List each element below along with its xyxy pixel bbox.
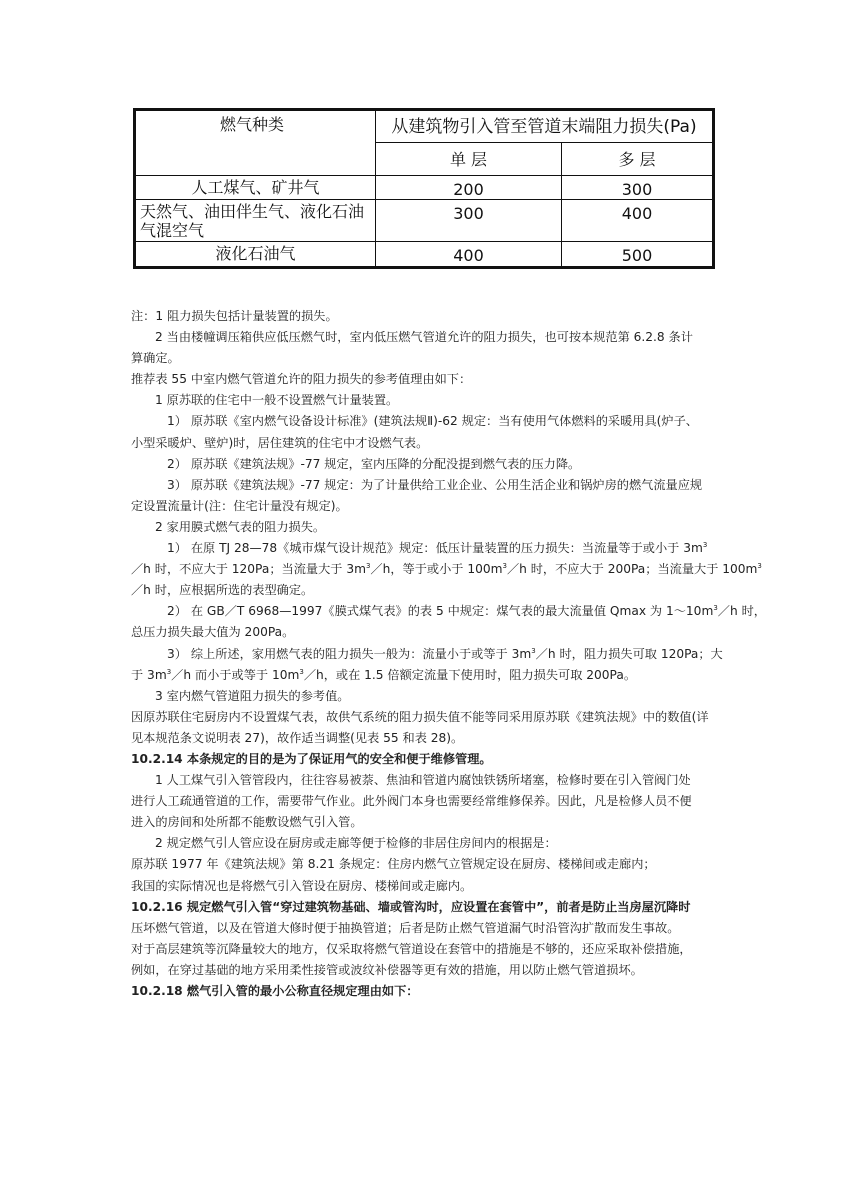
header-multi-storey: 多 层 [562,143,714,176]
line-segment: ／h，或在 1.5 倍额定流量下使用时，阻力损失可取 200Pa。 [303,667,637,682]
row-single-value: 400 [376,242,562,268]
paragraph-line [131,538,721,559]
table-grid [133,108,715,269]
section-heading: 10.2.16 规定燃气引入管“穿过建筑物基础、墙或管沟时，应设置在套管中”，前者是防止当房屋沉降时 [131,899,691,914]
superscript: 3 [299,667,304,676]
row-gas-name: 天然气、油田伴生气、液化石油气混空气 [135,200,376,242]
superscript: 3 [713,604,718,613]
paragraph-line: 进行人工疏通管道的工作，需要带气作业。此外阀门本身也需要经常维修保养。因此，凡是检修人员不便 [131,794,692,809]
paragraph-line: 压坏燃气管道，以及在管道大修时便于抽换管道；后者是防止燃气管道漏气时沿管沟扩散而发生事故。 [131,920,680,935]
line-segment: 于 3m [131,667,167,682]
superscript: 3 [365,562,371,571]
line-segment: 3） 综上所述，家用燃气表的阻力损失一般为：流量小于或等于 3m [167,646,532,661]
superscript: 3 [166,667,172,676]
note-line: 算确定。 [131,351,180,366]
table-row [135,176,714,200]
line-segment: ／h 时， [717,604,766,619]
line-segment: 2） 在 GB／T 6968—1997《膜式煤气表》的表 5 中规定：煤气表的最大流量值 Qmax 为 1～10m [167,604,714,619]
paragraph-line: 2） 原苏联《建筑法规》-77 规定，室内压降的分配没提到燃气表的压力降。 [167,456,581,471]
line-segment: 1） 在原 TJ 28—78《城市煤气设计规范》规定：低压计量装置的压力损失：当流量等于或小于 3m [167,541,703,556]
paragraph-line: 3） 原苏联《建筑法规》-77 规定：为了计量供给工业企业、公用生活企业和锅炉房的燃气流量应规 [167,477,703,492]
paragraph-line [131,665,721,686]
paragraph-line [131,601,766,622]
superscript: 3 [757,562,762,571]
paragraph-line: 1） 原苏联《室内燃气设备设计标准》(建筑法规Ⅱ)-62 规定：当有使用气体燃料的采暖用具(炉子、 [167,414,698,429]
paragraph-line: 进入的房间和处所都不能敷设燃气引入管。 [131,815,363,830]
paragraph-line: 我国的实际情况也是将燃气引入管设在厨房、楼梯间或走廊内。 [131,878,473,893]
body-text [131,306,766,1002]
note-line: 注：1 阻力损失包括计量装置的损失。 [131,309,338,323]
paragraph-line: 见本规范条文说明表 27)，故作适当调整(见表 55 和表 28)。 [131,730,464,745]
line-segment: ／h，等于或小于 100m [370,562,503,577]
row-single-value: 300 [376,200,562,242]
item-heading: 3 室内燃气管道阻力损失的参考值。 [155,688,350,703]
row-multi-value: 400 [562,200,714,242]
row-multi-value: 300 [562,176,714,200]
resistance-loss-table [133,108,712,266]
line-segment: ／h 时，阻力损失可取 120Pa；大 [535,646,723,661]
row-gas-name: 液化石油气 [135,242,376,268]
item-heading: 1 原苏联的住宅中一般不设置燃气计量装置。 [155,393,399,408]
paragraph-line: 推荐表 55 中室内燃气管道允许的阻力损失的参考值理由如下： [131,372,472,387]
section-heading: 10.2.18 燃气引入管的最小公称直径规定理由如下： [131,984,419,998]
header-single-storey: 单 层 [376,143,562,176]
item-heading: 2 家用膜式燃气表的阻力损失。 [155,519,326,534]
line-segment: ／h 而小于或等于 10m [171,667,300,682]
line-segment: ／h 时，不应大于 120Pa；当流量大于 3m [131,562,366,577]
header-gas-type: 燃气种类 [135,110,376,176]
paragraph-line: 小型采暖炉、壁炉)时，居住建筑的住宅中才设燃气表。 [131,435,429,450]
superscript: 3 [702,540,708,549]
paragraph-line: 因原苏联住宅厨房内不设置煤气表，故供气系统的阻力损失值不能等同采用原苏联《建筑法规》中的数值(详 [131,709,709,724]
section-heading: 10.2.14 本条规定的目的是为了保证用气的安全和便于维修管理。 [131,751,492,766]
header-resistance-loss: 从建筑物引入管至管道末端阻力损失(Pa) [376,110,714,143]
superscript: 3 [502,562,507,571]
row-multi-value: 500 [562,242,714,268]
paragraph-line: 例如，在穿过基础的地方采用柔性接管或波纹补偿器等更有效的措施，用以防止燃气管道损坏。 [131,962,643,977]
superscript: 3 [531,646,536,655]
row-gas-name: 人工煤气、矿井气 [135,176,376,200]
paragraph-line: 原苏联 1977 年《建筑法规》第 8.21 条规定：住房内燃气立管规定设在厨房、楼梯间或走廊内； [131,857,656,872]
table-row [135,200,714,242]
paragraph-line: 2 规定燃气引人管应设在厨房或走廊等便于检修的非居住房间内的根据是： [155,836,557,851]
line-segment: ／h 时，不应大于 200Pa；当流量大于 100m [506,562,758,577]
paragraph-line: 1 人工煤气引入管管段内，往往容易被萘、焦油和管道内腐蚀铁锈所堵塞，检修时要在引入管阀门处 [155,773,691,788]
note-line: 2 当由楼幢调压箱供应低压燃气时，室内低压燃气管道允许的阻力损失，也可按本规范第 6.2.8 条计 [155,330,693,345]
paragraph-line: 总压力损失最大值为 200Pa。 [131,625,295,640]
table-row [135,242,714,268]
row-single-value: 200 [376,176,562,200]
paragraph-line: 对于高层建筑等沉降量较大的地方，仅采取将燃气管道设在套管中的措施是不够的，还应采取补偿措施， [131,941,692,956]
paragraph-line: ／h 时，应根据所选的表型确定。 [131,583,314,598]
paragraph-line [131,559,762,580]
paragraph-line [131,644,721,665]
paragraph-line: 定设置流量计(注：住宅计量没有规定)。 [131,498,348,513]
